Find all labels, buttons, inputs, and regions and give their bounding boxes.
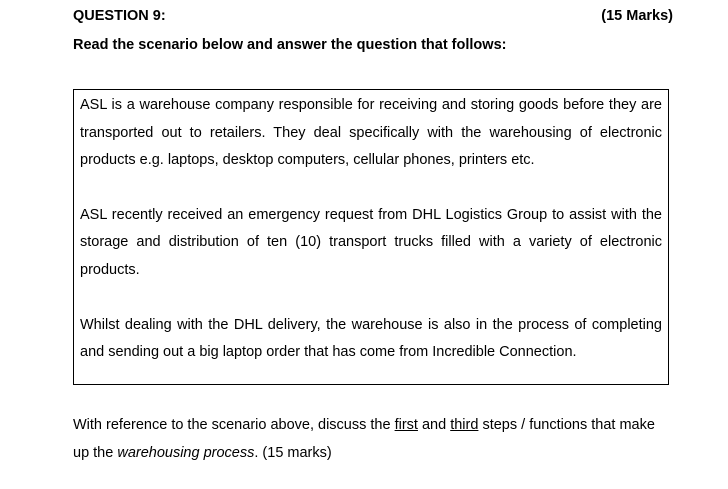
scenario-paragraph-3: Whilst dealing with the DHL delivery, the warehouse is also in the process of completing and sending out a big laptop order that has come from Incredible Connection. (80, 316, 662, 361)
scenario-paragraph-1: ASL is a warehouse company responsible for receiving and storing goods before they are transported out to retailers. They deal specifically with the warehousing of electronic products e.g. laptops, desktop computers, cellular phones, printers etc. (80, 97, 662, 169)
scenario-paragraph-2: ASL recently received an emergency request from DHL Logistics Group to assist with the storage and distribution of ten (10) transport trucks filled with a variety of electronic products. (80, 206, 662, 278)
task-underline-third: third (450, 417, 479, 433)
task-text-3: steps / functions that make up the (73, 417, 655, 461)
task-text-1: With reference to the scenario above, discuss the (73, 417, 395, 433)
question-marks: (15 Marks) (601, 8, 673, 24)
task-text-4: . (15 marks) (254, 445, 332, 461)
task-question (73, 411, 675, 467)
task-text-2: and (417, 417, 451, 433)
task-underline-first: first (394, 417, 418, 433)
question-title: QUESTION 9: (73, 8, 166, 24)
instruction-text: Read the scenario below and answer the question that follows: (73, 37, 507, 53)
scenario-box (73, 89, 669, 385)
task-emphasis: warehousing process (117, 445, 255, 461)
question-header (73, 8, 673, 30)
